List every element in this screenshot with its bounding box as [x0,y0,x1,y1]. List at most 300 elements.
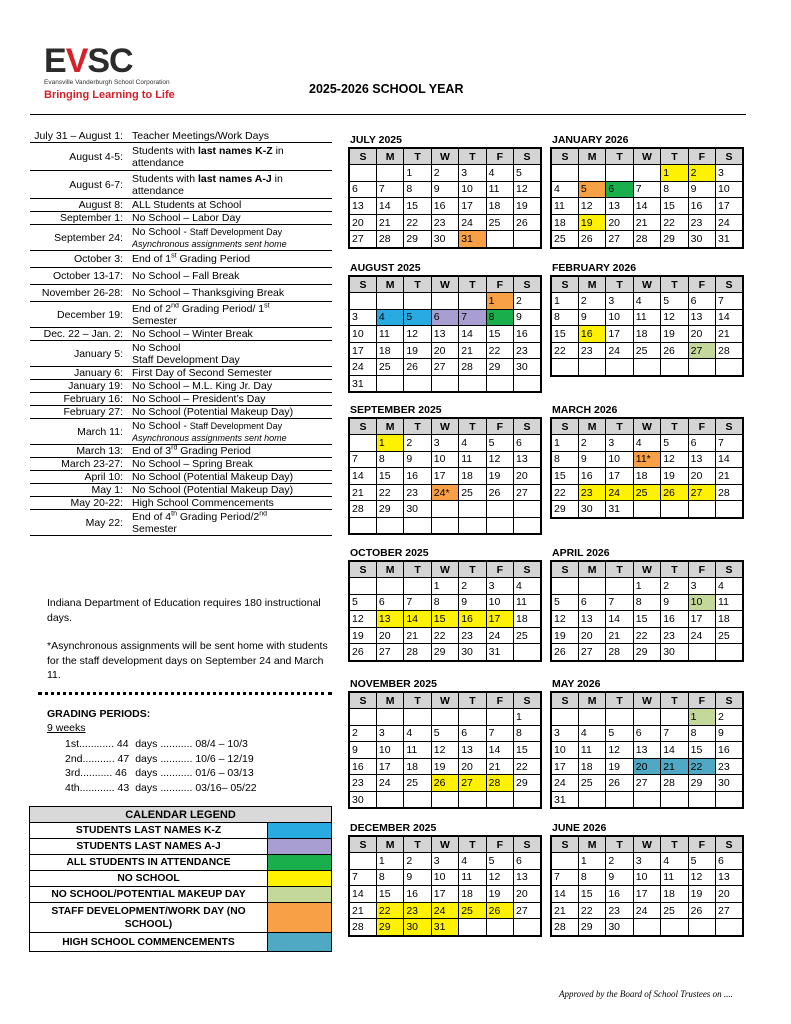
weekday-label: S [514,561,541,578]
week-row [349,644,541,661]
day-cell: 28 [716,484,743,501]
day-cell: 6 [459,725,486,742]
weekday-label: T [606,148,633,165]
event-date: October 3: [73,253,123,265]
weekday-label: S [551,148,578,165]
day-cell: 14 [404,611,431,628]
day-cell: 4 [716,578,743,595]
day-cell: 29 [633,644,660,661]
day-cell: 19 [606,758,633,775]
day-cell [606,709,633,726]
day-cell: 9 [578,309,605,326]
day-cell [349,293,376,310]
day-cell: 28 [404,644,431,661]
day-cell: 25 [716,627,743,644]
day-cell: 10 [716,181,743,198]
event-row [30,367,332,380]
day-cell: 23 [514,342,541,359]
event-text [132,199,332,211]
event-row [30,199,332,212]
day-cell: 15 [376,468,403,485]
day-cell [376,709,403,726]
grading-days: days ........... 08/4 – 10/3 [135,738,248,751]
day-cell: 21 [404,627,431,644]
event-text-part: Grading Period/2 [176,510,260,523]
day-cell: 6 [514,435,541,452]
day-cell [459,293,486,310]
week-row [551,869,743,886]
day-cell: 17 [688,611,715,628]
day-cell: 10 [633,869,660,886]
day-cell: 30 [514,359,541,376]
legend-row [30,903,331,933]
day-cell: 20 [431,342,458,359]
event-text-part: No School - [132,419,190,432]
week-row [349,451,541,468]
day-cell [459,792,486,809]
day-cell: 13 [633,742,660,759]
day-cell [716,359,743,376]
day-cell: 7 [349,869,376,886]
event-text-sup: st [264,302,270,309]
event-text [132,497,332,509]
weekday-label: T [459,836,486,853]
day-cell [404,792,431,809]
day-cell: 11 [661,869,688,886]
event-row [30,225,332,251]
day-cell: 27 [349,231,376,248]
day-cell: 26 [404,359,431,376]
day-cell: 8 [661,181,688,198]
day-cell: 16 [716,742,743,759]
day-cell [376,518,403,535]
weekday-label: W [633,561,660,578]
day-cell: 12 [404,326,431,343]
event-text-part: No School (Potential Makeup Day) [132,484,294,496]
month-calendar [348,262,542,393]
day-cell [349,518,376,535]
day-cell: 28 [606,644,633,661]
day-cell: 2 [661,578,688,595]
day-cell: 4 [514,578,541,595]
day-cell: 15 [551,326,578,343]
day-cell: 15 [431,611,458,628]
day-cell: 6 [431,309,458,326]
day-cell: 4 [459,853,486,870]
day-cell: 21 [551,902,578,919]
event-text-sup: st [171,253,177,260]
day-cell: 17 [716,198,743,215]
day-cell: 11 [633,309,660,326]
weekday-label: S [716,418,743,435]
week-row [349,709,541,726]
day-cell [514,501,541,518]
weekday-header [551,418,743,435]
grading-label: 4th............ 43 [65,781,130,794]
day-cell: 9 [606,869,633,886]
event-text-part: No School – M.L. King Jr. Day [132,380,273,392]
weekday-label: S [716,276,743,293]
day-cell: 12 [486,451,513,468]
day-cell: 2 [431,165,458,182]
week-row [551,309,743,326]
day-cell: 7 [606,594,633,611]
day-cell: 4 [633,435,660,452]
month-calendar [348,822,542,937]
weekday-label: F [486,561,513,578]
day-cell: 27 [688,342,715,359]
weekday-label: W [633,148,660,165]
week-row [349,611,541,628]
day-cell: 15 [633,611,660,628]
grading-title: GRADING PERIODS: [47,708,151,720]
day-cell: 26 [514,214,541,231]
week-row [551,725,743,742]
weekday-label: W [633,418,660,435]
legend-row [30,887,331,903]
day-cell: 11 [551,198,578,215]
day-cell: 2 [514,293,541,310]
day-cell: 10 [459,181,486,198]
day-cell: 11 [514,594,541,611]
event-text-part: No School - [132,225,190,238]
day-cell: 4 [459,435,486,452]
day-cell: 29 [688,775,715,792]
week-row [551,627,743,644]
day-cell: 14 [606,611,633,628]
day-cell: 11 [404,742,431,759]
event-date: May 20-22: [70,497,123,509]
day-cell: 6 [376,594,403,611]
day-cell [486,231,513,248]
weekday-label: T [459,418,486,435]
month-grid [348,691,542,809]
month-grid [348,417,542,535]
month-grid [348,560,542,662]
day-cell: 5 [349,594,376,611]
event-date: August 4-5: [69,150,123,163]
day-cell: 24 [349,359,376,376]
weekday-label: S [514,276,541,293]
weekday-header [349,276,541,293]
day-cell: 12 [688,869,715,886]
calendar-legend [29,806,332,952]
day-cell: 30 [606,919,633,936]
legend-swatch [268,855,331,870]
event-text-line2: Staff Development Day [132,353,240,366]
event-date: May 1: [91,484,123,496]
day-cell: 27 [688,484,715,501]
event-text-small: Staff Development Day [189,420,283,431]
day-cell: 1 [514,709,541,726]
day-cell: 1 [688,709,715,726]
day-cell: 25 [404,775,431,792]
day-cell: 19 [514,198,541,215]
weekday-label: M [376,148,403,165]
day-cell: 21 [349,902,376,919]
day-cell [376,376,403,393]
day-cell: 23 [349,775,376,792]
week-row [349,214,541,231]
day-cell [459,709,486,726]
legend-label: STUDENTS LAST NAMES A-J [30,839,268,854]
day-cell: 12 [349,611,376,628]
day-cell: 20 [349,214,376,231]
day-cell: 13 [514,451,541,468]
day-cell: 22 [404,214,431,231]
weekday-label: F [688,692,715,709]
weekday-label: T [606,561,633,578]
day-cell: 21 [459,342,486,359]
day-cell: 24 [606,342,633,359]
day-cell: 28 [349,501,376,518]
title-divider [30,114,746,115]
weekday-label: S [349,148,376,165]
day-cell: 21 [716,326,743,343]
day-cell: 22 [376,902,403,919]
day-cell: 7 [633,181,660,198]
event-date: August 8: [78,199,123,211]
week-row [551,758,743,775]
day-cell: 28 [349,919,376,936]
notes [47,596,332,697]
day-cell: 14 [551,886,578,903]
day-cell [459,919,486,936]
week-row [349,742,541,759]
day-cell [376,578,403,595]
grading-label: 3rd........... 46 [65,767,127,780]
logo-tagline: Bringing Learning to Life [44,89,175,101]
day-cell [606,165,633,182]
day-cell: 8 [376,451,403,468]
day-cell [633,165,660,182]
day-cell: 9 [349,742,376,759]
day-cell: 27 [514,484,541,501]
day-cell [688,919,715,936]
weekday-label: T [404,276,431,293]
event-row [30,130,332,143]
week-row [551,919,743,936]
day-cell: 13 [431,326,458,343]
day-cell: 24 [486,627,513,644]
weekday-label: T [404,692,431,709]
grading-periods [47,708,257,795]
event-text-part: ALL Students at School [132,199,242,211]
week-row [349,518,541,535]
event-text-part: Grading Period/ 1 [178,302,265,315]
weekday-label: T [606,836,633,853]
day-cell: 14 [716,309,743,326]
day-cell: 19 [349,627,376,644]
week-row [551,484,743,501]
event-text-line2: attendance [132,156,184,169]
day-cell: 3 [716,165,743,182]
day-cell: 31 [486,644,513,661]
event-text-part: Grading Period [176,253,251,265]
day-cell: 17 [459,198,486,215]
event-date: December 19: [57,308,123,321]
event-row [30,268,332,285]
day-cell: 27 [633,775,660,792]
day-cell: 23 [578,484,605,501]
event-text-part: End of 4 [132,510,172,523]
legend-label: NO SCHOOL/POTENTIAL MAKEUP DAY [30,887,268,902]
grading-subtitle: 9 weeks [47,722,86,734]
week-row [349,376,541,393]
week-row [551,451,743,468]
day-cell: 5 [578,181,605,198]
weekday-label: S [514,692,541,709]
weekday-label: S [349,836,376,853]
event-date: September 24: [54,231,123,244]
day-cell [431,376,458,393]
day-cell: 28 [459,359,486,376]
day-cell [661,359,688,376]
day-cell: 28 [716,342,743,359]
month-calendar [348,678,542,809]
week-row [551,165,743,182]
event-text-sup: nd [171,302,179,309]
day-cell: 14 [633,198,660,215]
day-cell [431,792,458,809]
week-row [349,775,541,792]
day-cell: 22 [514,758,541,775]
event-text [132,458,332,470]
weekday-label: F [688,836,715,853]
day-cell: 18 [459,468,486,485]
day-cell: 22 [578,902,605,919]
day-cell: 25 [633,342,660,359]
day-cell: 12 [514,181,541,198]
legend-row [30,871,331,887]
day-cell: 5 [486,435,513,452]
day-cell [486,501,513,518]
day-cell: 24 [688,627,715,644]
day-cell: 29 [661,231,688,248]
day-cell: 19 [431,758,458,775]
day-cell: 20 [578,627,605,644]
day-cell: 3 [633,853,660,870]
day-cell [633,709,660,726]
day-cell [459,501,486,518]
day-cell [376,165,403,182]
day-cell: 24 [716,214,743,231]
day-cell: 29 [404,231,431,248]
event-text-part: End of 3 [132,445,172,457]
weekday-label: M [376,561,403,578]
weekday-label: T [404,561,431,578]
day-cell: 16 [606,886,633,903]
day-cell: 8 [404,181,431,198]
weekday-header [349,561,541,578]
day-cell: 17 [431,468,458,485]
day-cell: 23 [404,902,431,919]
grading-label: 2nd........... 47 [65,752,130,765]
event-text-part: High School Commencements [132,497,274,509]
day-cell: 11 [459,869,486,886]
day-cell: 11 [459,451,486,468]
month-title: APRIL 2026 [552,547,610,559]
weekday-label: F [688,418,715,435]
month-title: DECEMBER 2025 [350,822,437,834]
day-cell: 16 [661,611,688,628]
event-text [132,253,332,265]
event-text-part: Teacher Meetings/Work Days [132,130,269,142]
week-row [551,853,743,870]
day-cell: 23 [578,342,605,359]
legend-row [30,933,331,951]
day-cell: 2 [404,435,431,452]
grading-label: 1st............ 44 [65,738,129,751]
day-cell [578,578,605,595]
day-cell [688,359,715,376]
month-grid [348,835,542,937]
event-row [30,302,332,328]
weekday-label: F [688,276,715,293]
event-date: January 5: [73,347,123,360]
grading-table [65,737,257,795]
weekday-label: T [661,692,688,709]
day-cell [514,919,541,936]
day-cell [578,709,605,726]
day-cell: 21 [661,758,688,775]
day-cell: 18 [514,611,541,628]
day-cell: 19 [551,627,578,644]
weekday-header [349,148,541,165]
day-cell: 15 [578,886,605,903]
day-cell: 7 [551,869,578,886]
week-row [349,853,541,870]
day-cell: 5 [688,853,715,870]
day-cell: 10 [486,594,513,611]
month-grid [348,147,542,249]
day-cell: 21 [486,758,513,775]
event-text-part: No School – Winter Break [132,328,253,340]
logo-corporation: Evansville Vanderburgh School Corporation [44,79,170,86]
week-row [551,198,743,215]
weekday-label: S [716,692,743,709]
week-row [349,342,541,359]
week-row [551,902,743,919]
weekday-label: T [404,418,431,435]
day-cell: 27 [514,902,541,919]
day-cell: 22 [551,484,578,501]
event-text [132,342,332,366]
month-calendar [348,547,542,662]
legend-label: STUDENTS LAST NAMES K-Z [30,823,268,838]
event-text-line2: Semester [132,522,177,535]
day-cell [661,919,688,936]
day-cell: 31 [459,231,486,248]
month-calendar [550,822,744,937]
weekday-label: W [633,692,660,709]
month-title: NOVEMBER 2025 [350,678,437,690]
day-cell: 1 [633,578,660,595]
day-cell: 9 [459,594,486,611]
asynchronous-note: *Asynchronous assignments will be sent home with students for the staff development days on September 24 and March 11. [47,640,328,681]
weekday-label: S [551,561,578,578]
day-cell: 8 [431,594,458,611]
weekday-label: M [578,692,605,709]
day-cell: 4 [551,181,578,198]
day-cell [431,293,458,310]
day-cell [404,293,431,310]
day-cell: 23 [606,902,633,919]
weekday-label: M [578,836,605,853]
day-cell: 17 [606,326,633,343]
day-cell: 18 [578,758,605,775]
event-date: May 22: [85,516,123,529]
